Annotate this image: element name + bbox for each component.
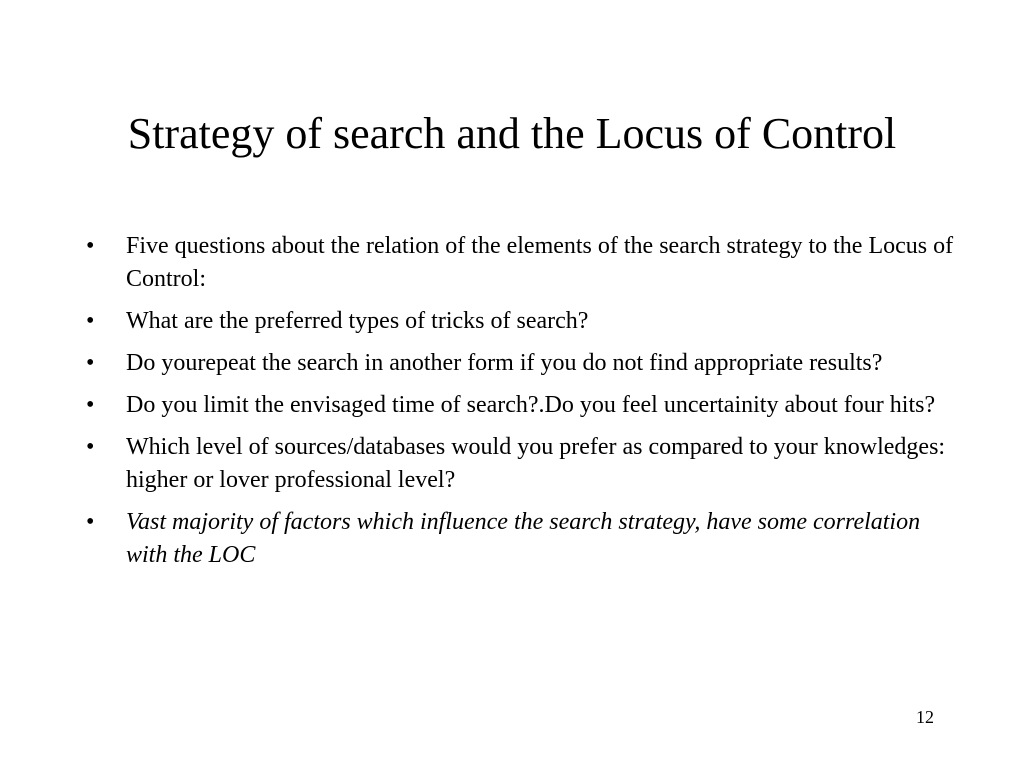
bullet-icon: •: [86, 392, 95, 418]
page-number: 12: [916, 707, 934, 727]
bullet-icon: •: [86, 350, 95, 376]
bullet-text: Do yourepeat the search in another form if you do not find appropriate results?: [126, 350, 883, 376]
bullet-text: Which level of sources/databases would you prefer as compared to your knowledges: higher or lover professional level?: [126, 434, 946, 493]
bullet-item-1: [86, 230, 956, 296]
bullet-icon: •: [86, 434, 95, 460]
bullet-icon: •: [86, 233, 95, 259]
bullet-text: What are the preferred types of tricks of search?: [126, 308, 589, 334]
slide-title: Strategy of search and the Locus of Control: [127, 109, 897, 158]
bullet-icon: •: [86, 308, 95, 334]
bullet-item-6: [86, 506, 956, 572]
bullet-list: [86, 230, 956, 581]
bullet-item-4: [86, 389, 956, 422]
bullet-text: Do you limit the envisaged time of search?.Do you feel uncertainity about four hits?: [126, 392, 936, 418]
bullet-text: Vast majority of factors which influence the search strategy, have some correlation with the LOC: [126, 509, 921, 568]
bullet-item-5: [86, 431, 956, 497]
bullet-icon: •: [86, 509, 95, 535]
bullet-text: Five questions about the relation of the elements of the search strategy to the Locus of Control:: [126, 233, 954, 292]
bullet-item-2: [86, 305, 956, 338]
bullet-item-3: [86, 347, 956, 380]
